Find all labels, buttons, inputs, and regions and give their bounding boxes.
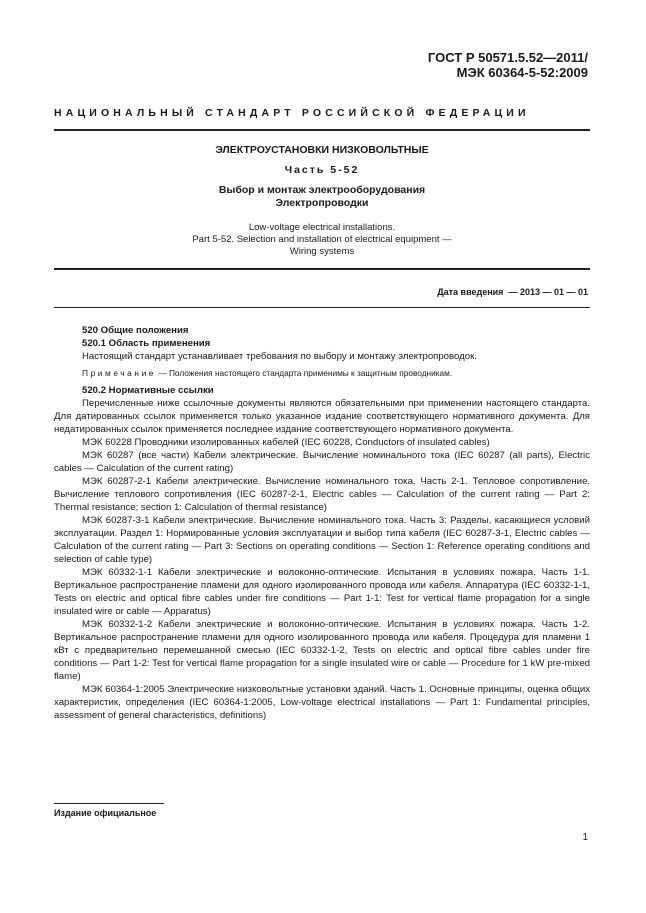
paragraph: Перечисленные ниже ссылочные документы являются обязательными при применении настоящего стандарта. Для датированных ссылок применяется только указанное издание соответствующего нормативного документа. Для недатированных ссылок применяется последнее издание соответствующего нормативного документа. <box>54 398 590 435</box>
section-520-2-heading: 520.2 Нормативные ссылки <box>82 385 214 396</box>
english-title-line3: Wiring systems <box>289 246 355 257</box>
document-subtitle <box>54 184 590 210</box>
standard-code <box>428 50 588 80</box>
introduction-date-label: Дата введения <box>437 287 504 297</box>
subtitle-line1: Выбор и монтаж электрооборудования <box>218 184 426 196</box>
introduction-date-value: — 2013 — 01 — 01 <box>508 287 588 297</box>
english-title-line2: Part 5-52. Selection and installation of electrical equipment — <box>192 234 452 245</box>
footer-rule <box>54 803 164 804</box>
standard-code-line2: МЭК 60364-5-52:2009 <box>456 65 588 80</box>
reference-iec-60287-2-1: МЭК 60287-2-1 Кабели электрические. Вычисление номинального тока. Часть 2-1. Тепловое сопротивление. Вычисление теплового сопротивления (IEC 60287-2-1, Electric cables — Calculation of the current rating — Part 2: Thermal resistance; section 1: Calculation of thermal resistance) <box>54 476 590 513</box>
subtitle-line2: Электропроводки <box>275 197 369 209</box>
reference-iec-60287-3-1: МЭК 60287-3-1 Кабели электрические. Вычисление номинального тока. Часть 3: Разделы, касающиеся условий эксплуатации. Раздел 1: Нормированные условия эксплуатации и выбор типа кабеля (IEC 60287-3-1, Electric cables — Calculation of the current rating — Part 3: Sections on operating conditions — Section 1: Reference operating conditions and selection of cable type) <box>54 515 590 565</box>
section-520-1-text: Настоящий стандарт устанавливает требования по выбору и монтажу электропроводок. <box>82 351 477 362</box>
reference-iec-60332-1-2: МЭК 60332-1-2 Кабели электрические и волоконно-оптические. Испытания в условиях пожара. Часть 1-2. Вертикальное распространение пламени для одного изолированного провода или кабеля. Процедура для пламени 1 кВт с предварительно перемешанной смесью (IEC 60332-1-2, Tests on electric and optical fibre cables under fire conditions — Part 1-2: Test for vertical flame propagation for a single insulated wire or cable — Procedure for 1 kW pre-mixed flame) <box>54 619 590 682</box>
reference-iec-60287: МЭК 60287 (все части) Кабели электрические. Вычисление номинального тока (IEC 60287 (all parts), Electric cables — Calculation of the current rating) <box>54 450 590 474</box>
reference-iec-60364-1: МЭК 60364-1:2005 Электрические низковольтные установки зданий. Часть 1. Основные принципы, оценка общих характеристик, определения (IEC 60364-1:2005, Low-voltage electrical installations — Part 1: Fundamental principles, assessment of general characteristics, definitions) <box>54 684 590 721</box>
national-standard-heading: НАЦИОНАЛЬНЫЙ СТАНДАРТ РОССИЙСКОЙ ФЕДЕРАЦИИ <box>54 107 530 119</box>
date-rule <box>54 307 590 308</box>
introduction-date <box>437 287 588 297</box>
note-label: Примечание <box>82 368 157 378</box>
reference-iec-60228: МЭК 60228 Проводники изолированных кабелей (IEC 60228, Conductors of insulated cables) <box>82 437 490 448</box>
section-520-1-heading: 520.1 Область применения <box>82 338 211 349</box>
title-rule <box>54 268 590 270</box>
standard-code-line1: ГОСТ Р 50571.5.52—2011/ <box>427 50 588 65</box>
document-title: ЭЛЕКТРОУСТАНОВКИ НИЗКОВОЛЬТНЫЕ <box>215 144 429 156</box>
note-text: — Положения настоящего стандарта применимы к защитным проводникам. <box>156 368 453 378</box>
document-part: Часть 5-52 <box>284 164 360 176</box>
english-title <box>54 222 590 258</box>
page-number: 1 <box>582 832 588 843</box>
section-520-heading: 520 Общие положения <box>82 325 189 336</box>
reference-iec-60332-1-1: МЭК 60332-1-1 Кабели электрические и волоконно-оптические. Испытания в условиях пожара. Часть 1-1. Вертикальное распространение пламени для одного изолированного провода или кабеля. Аппаратура (IEC 60332-1-1, Tests on electric and optical fibre cables under fire conditions — Part 1-1: Test for vertical flame propagation for a single insulated wire or cable — Apparatus) <box>54 567 590 617</box>
header-rule <box>54 129 590 131</box>
note <box>82 367 590 380</box>
document-body <box>54 324 590 722</box>
english-title-line1: Low-voltage electrical installations. <box>248 222 396 233</box>
edition-label: Издание официальное <box>54 808 157 818</box>
